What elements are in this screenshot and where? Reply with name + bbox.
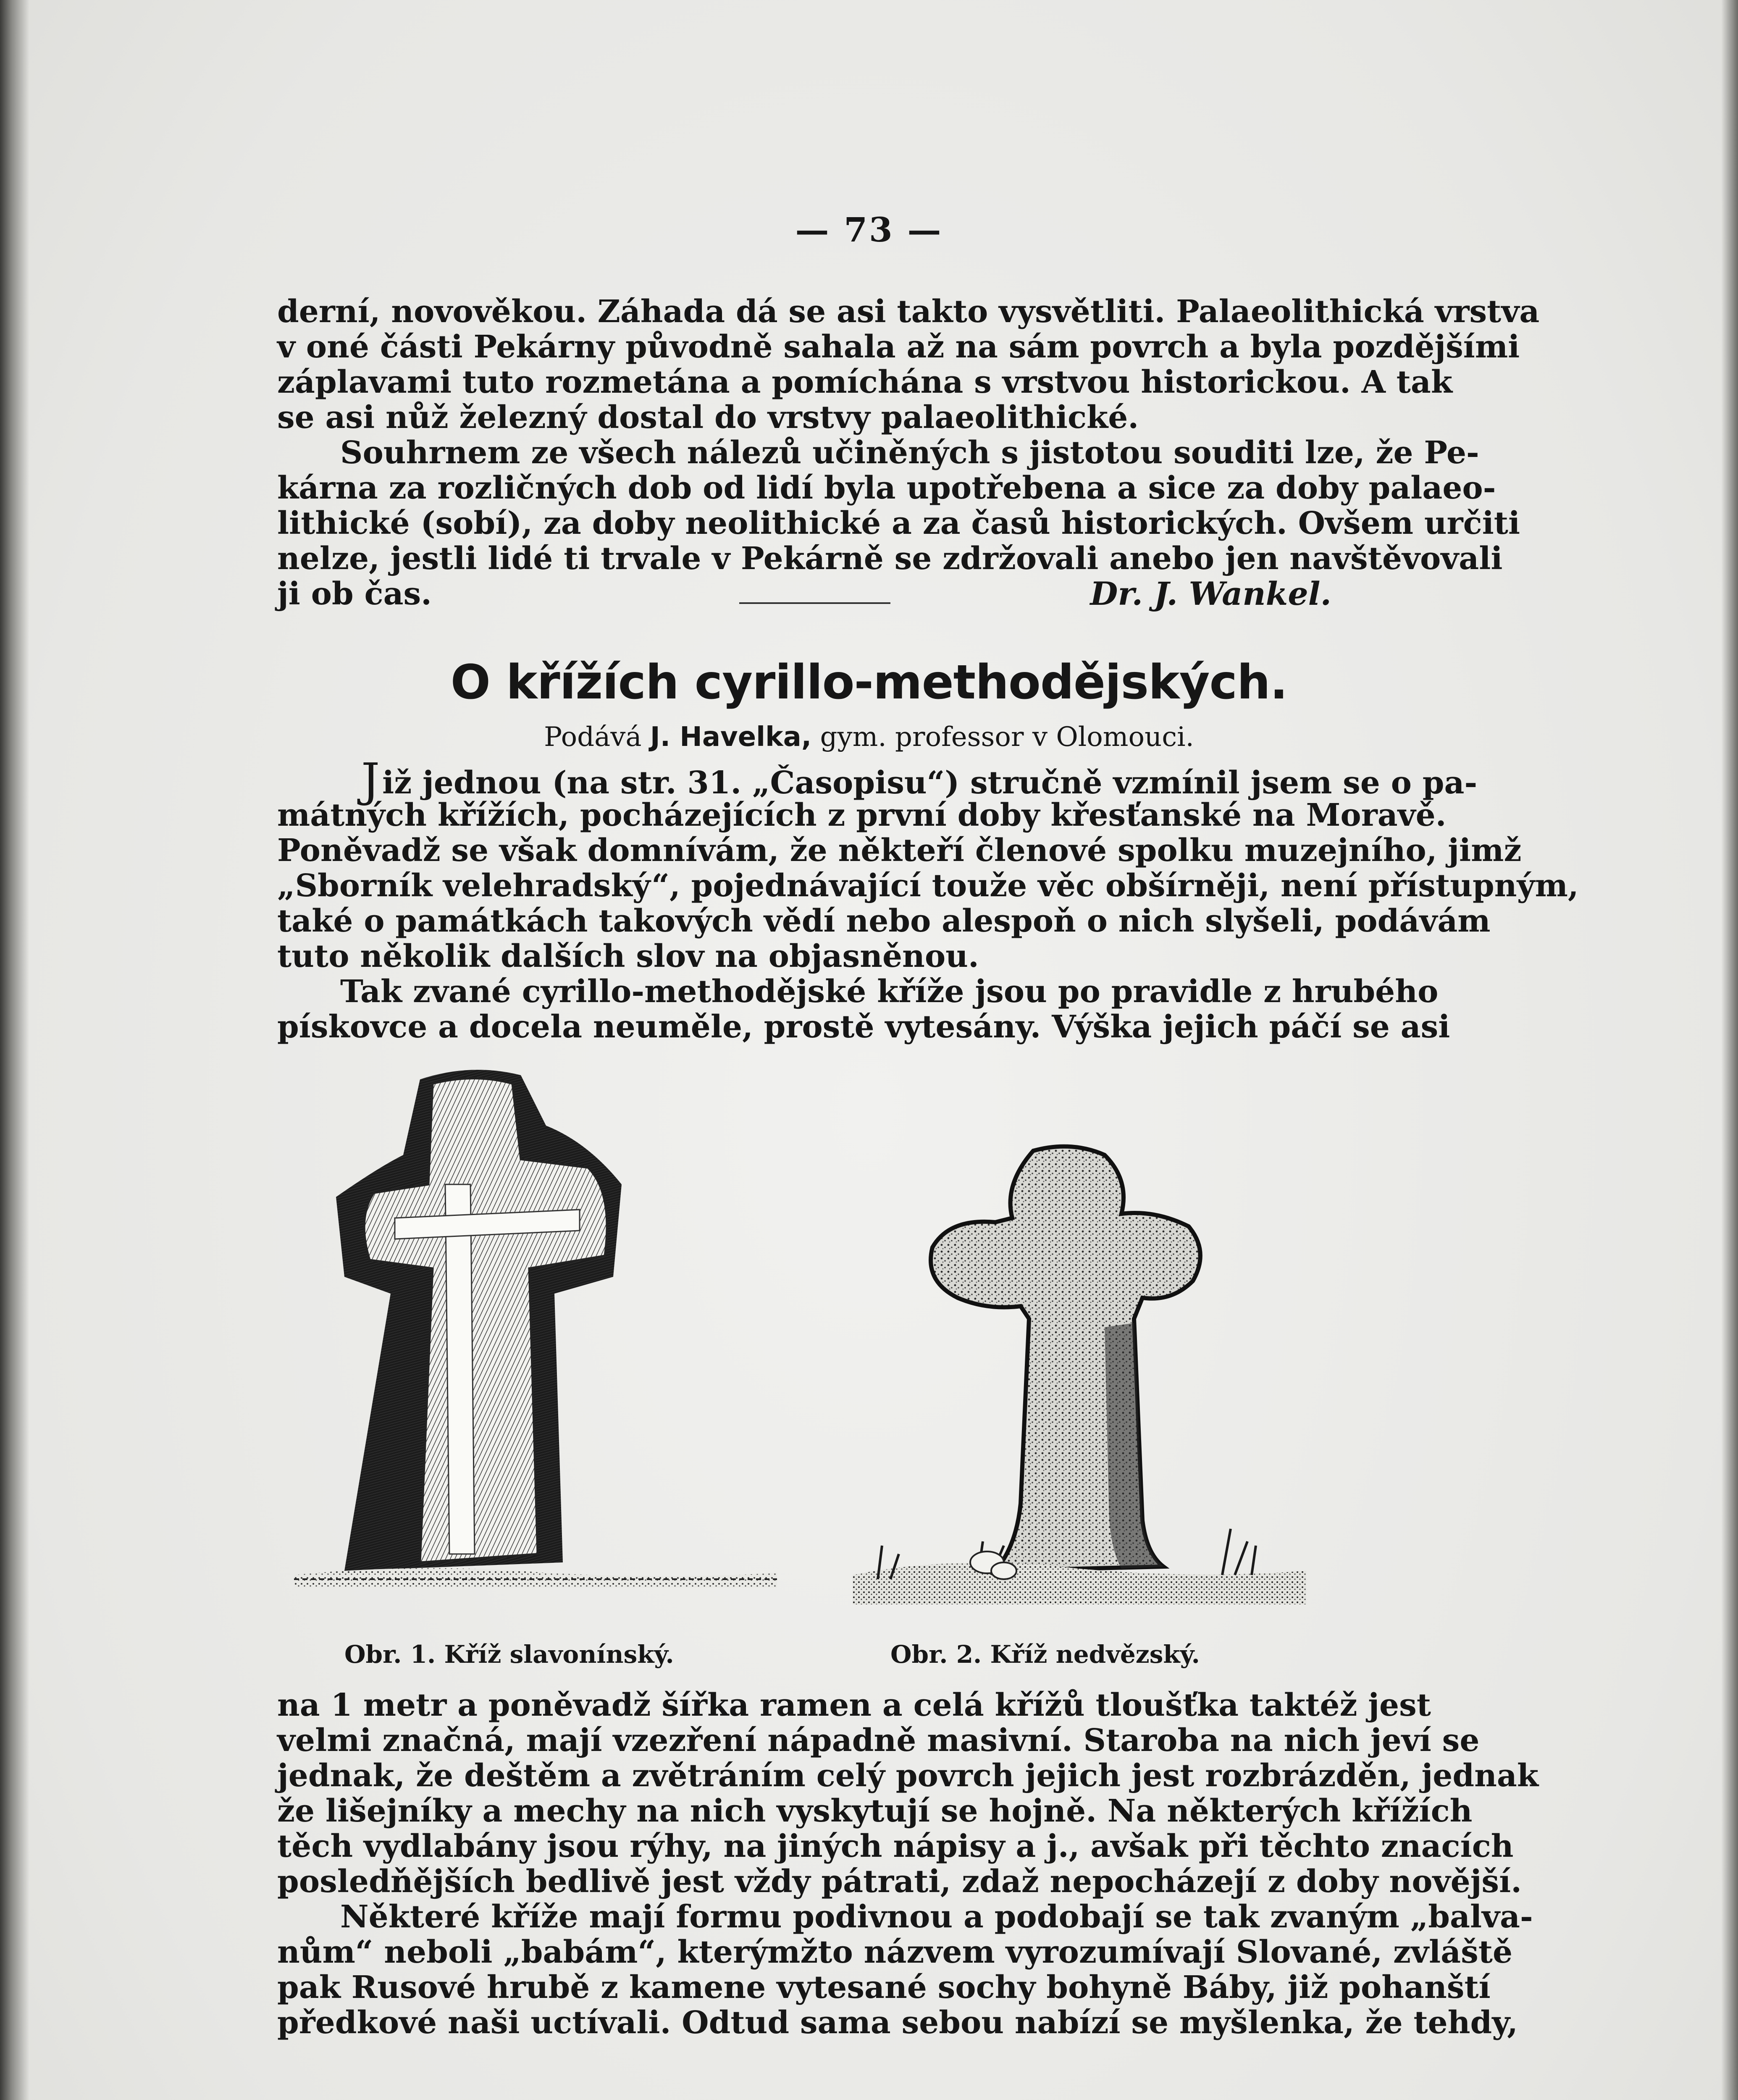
text-line: derní, novověkou. Záhada dá se asi takto vysvětliti. Palaeolithická vrstva — [277, 294, 1540, 330]
text-line: Některé kříže mají formu podivnou a podobají se tak zvaným „balva- — [340, 1899, 1533, 1935]
text-line: Již jednou (na str. 31. „Časopisu“) stručně vzmínil jsem se o pa- — [361, 753, 1478, 807]
figure-1-caption: Obr. 1. Kříž slavonínský. — [344, 1640, 674, 1669]
page-number: — 73 — — [795, 210, 943, 249]
article-paragraph-1 — [277, 753, 1579, 1045]
text-line: se asi nůž železný dostal do vrstvy palaeolithické. — [277, 399, 1139, 436]
text-line: nům“ neboli „babám“, kterýmžto názvem vyrozumívají Slované, zvláště — [277, 1934, 1513, 1970]
text-line: v oné části Pekárny původně sahala až na sám povrch a byla pozdějšími — [277, 329, 1520, 365]
text-line: pak Rusové hrubě z kamene vytesané sochy bohyně Báby, již pohanští — [277, 1969, 1491, 2006]
text-line: pískovce a docela neuměle, prostě vytesány. Výška jejich páčí se asi — [277, 1009, 1450, 1045]
text-line: že lišejníky a mechy na nich vyskytují se hojně. Na některých křížích — [277, 1793, 1473, 1829]
text-line: velmi značná, mají vzezření nápadně masivní. Staroba na nich jeví se — [277, 1722, 1480, 1759]
text-line: záplavami tuto rozmetána a pomíchána s vrstvou historickou. A tak — [277, 364, 1453, 400]
text-line: také o památkách takových vědí nebo alespoň o nich slyšeli, podávám — [277, 903, 1491, 939]
text-line: ji ob čas. — [277, 576, 432, 612]
section-divider — [739, 602, 890, 604]
article-paragraph-2 — [277, 1687, 1539, 2041]
author-signature: Dr. J. Wankel. — [1090, 575, 1331, 612]
text-line: na 1 metr a poněvadž šířka ramen a celá křížů tloušťka taktéž jest — [277, 1687, 1431, 1723]
signature-row — [277, 576, 1331, 612]
text-line: mátných křížích, pocházejících z první doby křesťanské na Moravě. — [277, 797, 1447, 833]
text-line: „Sborník velehradský“, pojednávající touže věc obšírněji, není přístupným, — [277, 868, 1579, 904]
author-name: J. Havelka, — [650, 722, 812, 753]
page-edge-right — [1721, 0, 1738, 2100]
figure-1-cross-illustration — [294, 1058, 777, 1638]
text-line: Tak zvané cyrillo-methodějské kříže jsou po pravidle z hrubého — [340, 974, 1439, 1010]
page-edge-left — [0, 0, 29, 2100]
text-line: nelze, jestli lidé ti trvale v Pekárně se zdržovali anebo jen navštěvovali — [277, 541, 1503, 577]
text-line: posledňějších bedlivě jest vždy pátrati, zdaž nepocházejí z doby novější. — [277, 1864, 1522, 1900]
text-line: Souhrnem ze všech nálezů učiněných s jistotou souditi lze, že Pe- — [340, 435, 1479, 471]
text-line: kárna za rozličných dob od lidí byla upotřebena a sice za doby palaeo- — [277, 470, 1496, 506]
article-byline: Podává J. Havelka, gym. professor v Olomouci. — [544, 722, 1194, 753]
text-line: lithické (sobí), za doby neolithické a za časů historických. Ovšem určiti — [277, 505, 1520, 541]
text-line: jednak, že deštěm a zvětráním celý povrch jejich jest rozbrázděn, jednak — [277, 1758, 1539, 1794]
article-title: O křížích cyrillo-methodějských. — [450, 655, 1288, 710]
figure-2-cross-illustration — [853, 1142, 1306, 1638]
drop-cap: J — [361, 753, 380, 807]
text-line: Poněvadž se však domnívám, že někteří členové spolku muzejního, jimž — [277, 832, 1522, 869]
text-line: předkové naši uctívali. Odtud sama sebou nabízí se myšlenka, že tehdy, — [277, 2005, 1518, 2041]
text-line: tuto několik dalších slov na objasněnou. — [277, 938, 979, 974]
intro-text — [277, 294, 1540, 612]
text-line: těch vydlabány jsou rýhy, na jiných nápisy a j., avšak při těchto znacích — [277, 1828, 1514, 1864]
figure-2-caption: Obr. 2. Kříž nedvězský. — [890, 1640, 1200, 1669]
